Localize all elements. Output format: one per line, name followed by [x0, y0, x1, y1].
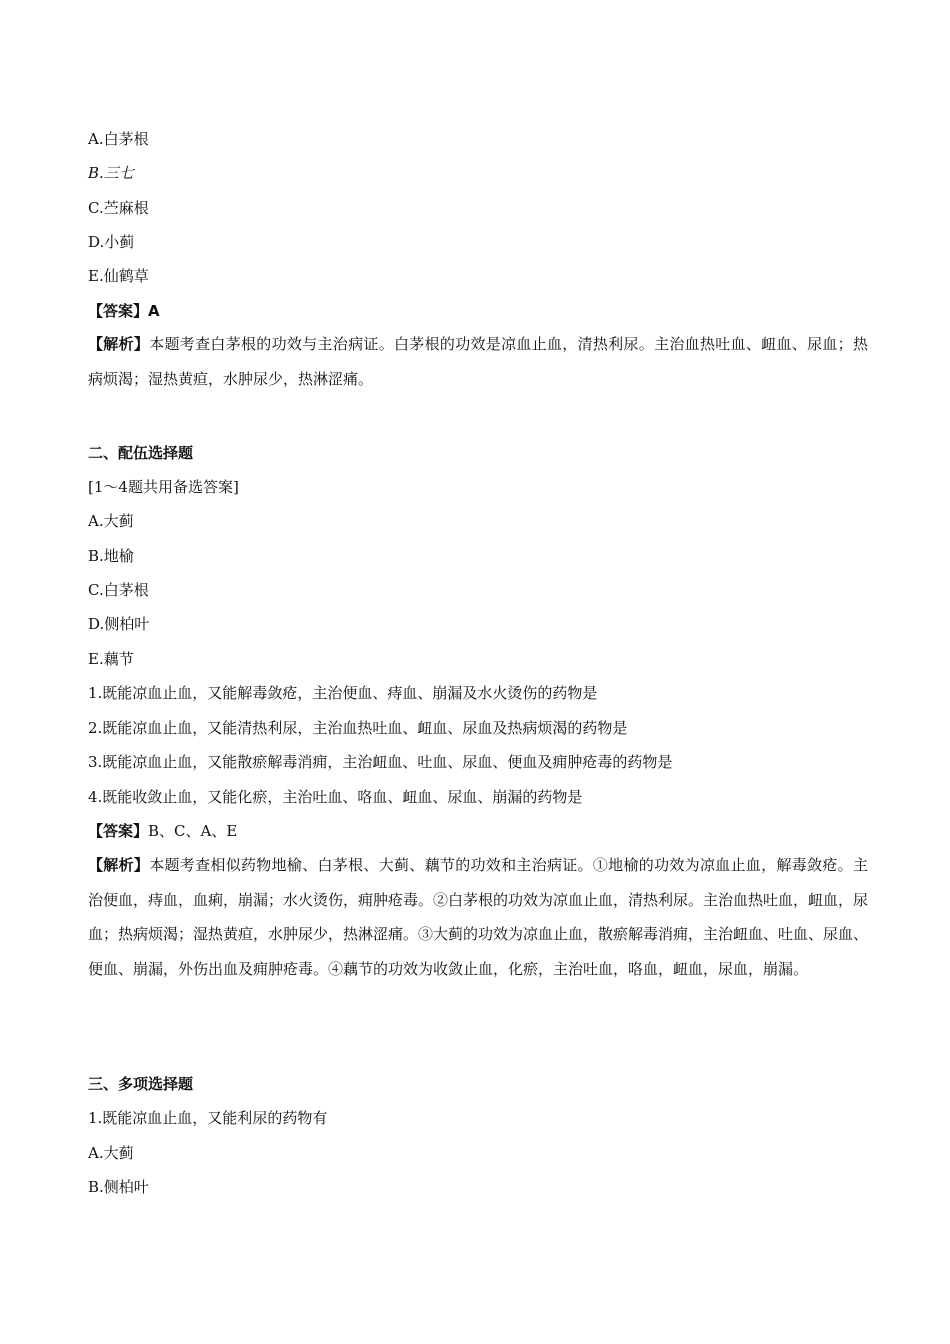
answer-value: A [148, 302, 160, 320]
option-a: A.白茅根 [88, 130, 149, 148]
analysis-paragraph [88, 848, 868, 986]
option-c: C.苎麻根 [88, 199, 149, 217]
answer-line [88, 820, 868, 842]
question-3: 3.既能凉血止血，又能散瘀解毒消痈，主治衄血、吐血、尿血、便血及痈肿疮毒的药物是 [88, 753, 673, 771]
answer-label: 【答案】 [88, 822, 149, 840]
question-4: 4.既能收敛止血，又能化瘀，主治吐血、咯血、衄血、尿血、崩漏的药物是 [88, 788, 583, 806]
analysis-text: 本题考查相似药物地榆、白茅根、大蓟、藕节的功效和主治病证。①地榆的功效为凉血止血，解毒敛疮。主治便血，痔血，血痢，崩漏；水火烫伤，痈肿疮毒。②白茅根的功效为凉血止血，清热利尿。主治血热吐血，衄血，尿血；热病烦渴；湿热黄疸，水肿尿少，热淋涩痛。③大蓟的功效为凉血止血，散瘀解毒消痈，主治衄血、吐血、尿血、便血、崩漏，外伤出血及痈肿疮毒。④藕节的功效为收敛止血，化瘀，主治吐血，咯血，衄血，尿血，崩漏。 [88, 856, 869, 978]
answer-label: 【答案】 [88, 302, 149, 320]
option-b: B.三七 [88, 164, 134, 182]
option-e: E.藕节 [88, 650, 134, 668]
section-heading-multiple-choice: 三、多项选择题 [88, 1075, 194, 1093]
question-2: 2.既能凉血止血，又能清热利尿，主治血热吐血、衄血、尿血及热病烦渴的药物是 [88, 719, 628, 737]
option-d: D.小蓟 [88, 233, 135, 251]
analysis-text: 本题考查白茅根的功效与主治病证。白茅根的功效是凉血止血，清热利尿。主治血热吐血、衄血、尿血；热病烦渴；湿热黄疸，水肿尿少，热淋涩痛。 [88, 335, 868, 388]
option-d: D.侧柏叶 [88, 615, 150, 633]
option-a: A.大蓟 [88, 1144, 134, 1162]
option-e: E.仙鹤草 [88, 267, 149, 285]
shared-answers-note: [1～4题共用备选答案] [88, 478, 239, 496]
option-b: B.地榆 [88, 547, 134, 565]
question-1: 1.既能凉血止血，又能利尿的药物有 [88, 1109, 328, 1127]
option-a: A.大蓟 [88, 512, 134, 530]
analysis-paragraph [88, 327, 868, 396]
answer-line [88, 300, 868, 322]
option-b: B.侧柏叶 [88, 1178, 149, 1196]
analysis-label: 【解析】 [88, 335, 150, 353]
analysis-label: 【解析】 [88, 856, 150, 874]
section-heading-matching: 二、配伍选择题 [88, 444, 194, 462]
option-c: C.白茅根 [88, 581, 149, 599]
question-1: 1.既能凉血止血，又能解毒敛疮，主治便血、痔血、崩漏及水火烫伤的药物是 [88, 684, 598, 702]
answer-value: B、C、A、E [148, 822, 238, 840]
